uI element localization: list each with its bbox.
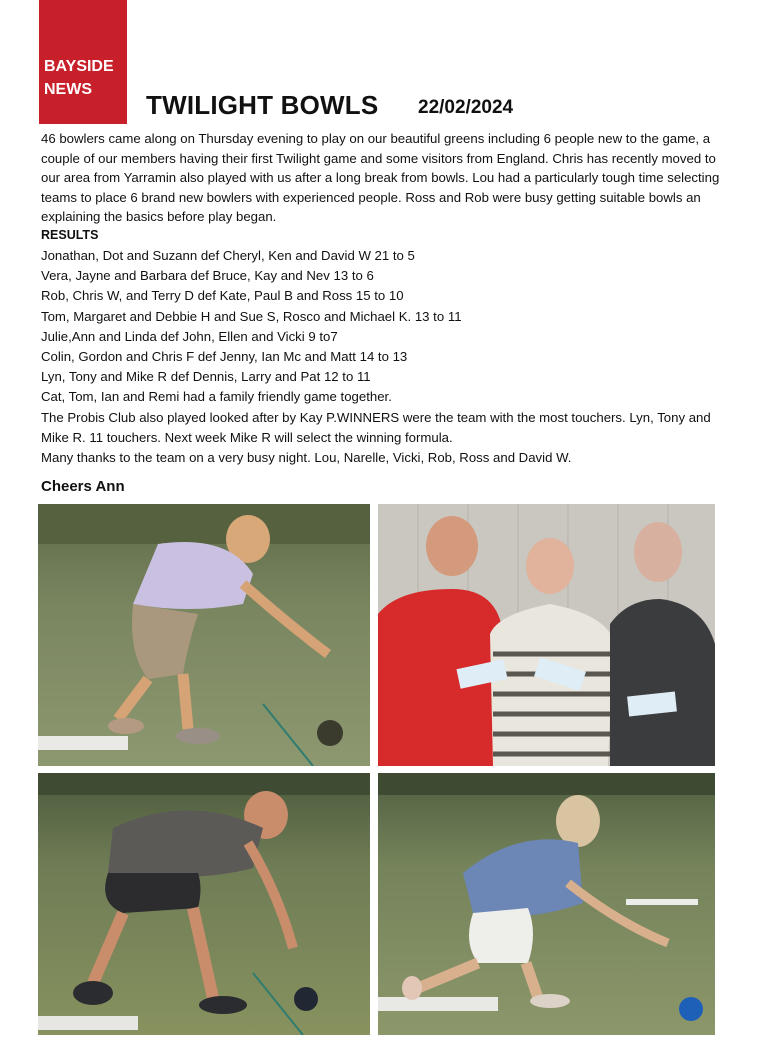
badge-line-2: NEWS: [44, 81, 92, 98]
photo-man-bowling: [38, 773, 370, 1035]
photo-woman-blue-top-bowling: [378, 773, 715, 1035]
result-line: Many thanks to the team on a very busy night. Lou, Narelle, Vicki, Rob, Ross and David W.: [41, 450, 572, 466]
photo-winners-group: [378, 504, 715, 766]
page-title: TWILIGHT BOWLS: [146, 90, 379, 120]
results-heading: RESULTS: [41, 228, 99, 242]
result-line: Vera, Jayne and Barbara def Bruce, Kay and Nev 13 to 6: [41, 268, 374, 284]
result-line: Rob, Chris W, and Terry D def Kate, Paul B and Ross 15 to 10: [41, 288, 404, 304]
signoff: Cheers Ann: [41, 478, 125, 495]
results-list: [41, 246, 731, 468]
bayside-news-badge: [39, 0, 127, 124]
result-line: Cat, Tom, Ian and Remi had a family friendly game together.: [41, 389, 392, 405]
result-line: Julie,Ann and Linda def John, Ellen and Vicki 9 to7: [41, 328, 338, 344]
intro-paragraph: 46 bowlers came along on Thursday evening to play on our beautiful greens including 6 people new to the game, a couple of our members having their first Twilight game and some visitors from England. Chris has recently moved to our area from Yarramin also played with us after a long break from bowls. Lou had a particularly tough time selecting teams to place 6 brand new bowlers with experienced people. Ross and Rob were busy getting suitable bowls an explaining the basics before play began.: [41, 131, 720, 224]
result-line: Lyn, Tony and Mike R def Dennis, Larry and Pat 12 to 11: [41, 369, 371, 385]
badge-line-1: BAYSIDE: [44, 58, 114, 75]
article-date: 22/02/2024: [418, 97, 514, 118]
result-line: Jonathan, Dot and Suzann def Cheryl, Ken and David W 21 to 5: [41, 248, 415, 263]
result-line: The Probis Club also played looked after by Kay P.WINNERS were the team with the most touchers. Lyn, Tony and Mike R. 11 touchers. Next week Mike R will select the winning formula.: [41, 409, 711, 445]
result-line: Tom, Margaret and Debbie H and Sue S, Rosco and Michael K. 13 to 11: [41, 308, 462, 324]
photo-woman-bowling: [38, 504, 370, 766]
result-line: Colin, Gordon and Chris F def Jenny, Ian Mc and Matt 14 to 13: [41, 349, 408, 365]
